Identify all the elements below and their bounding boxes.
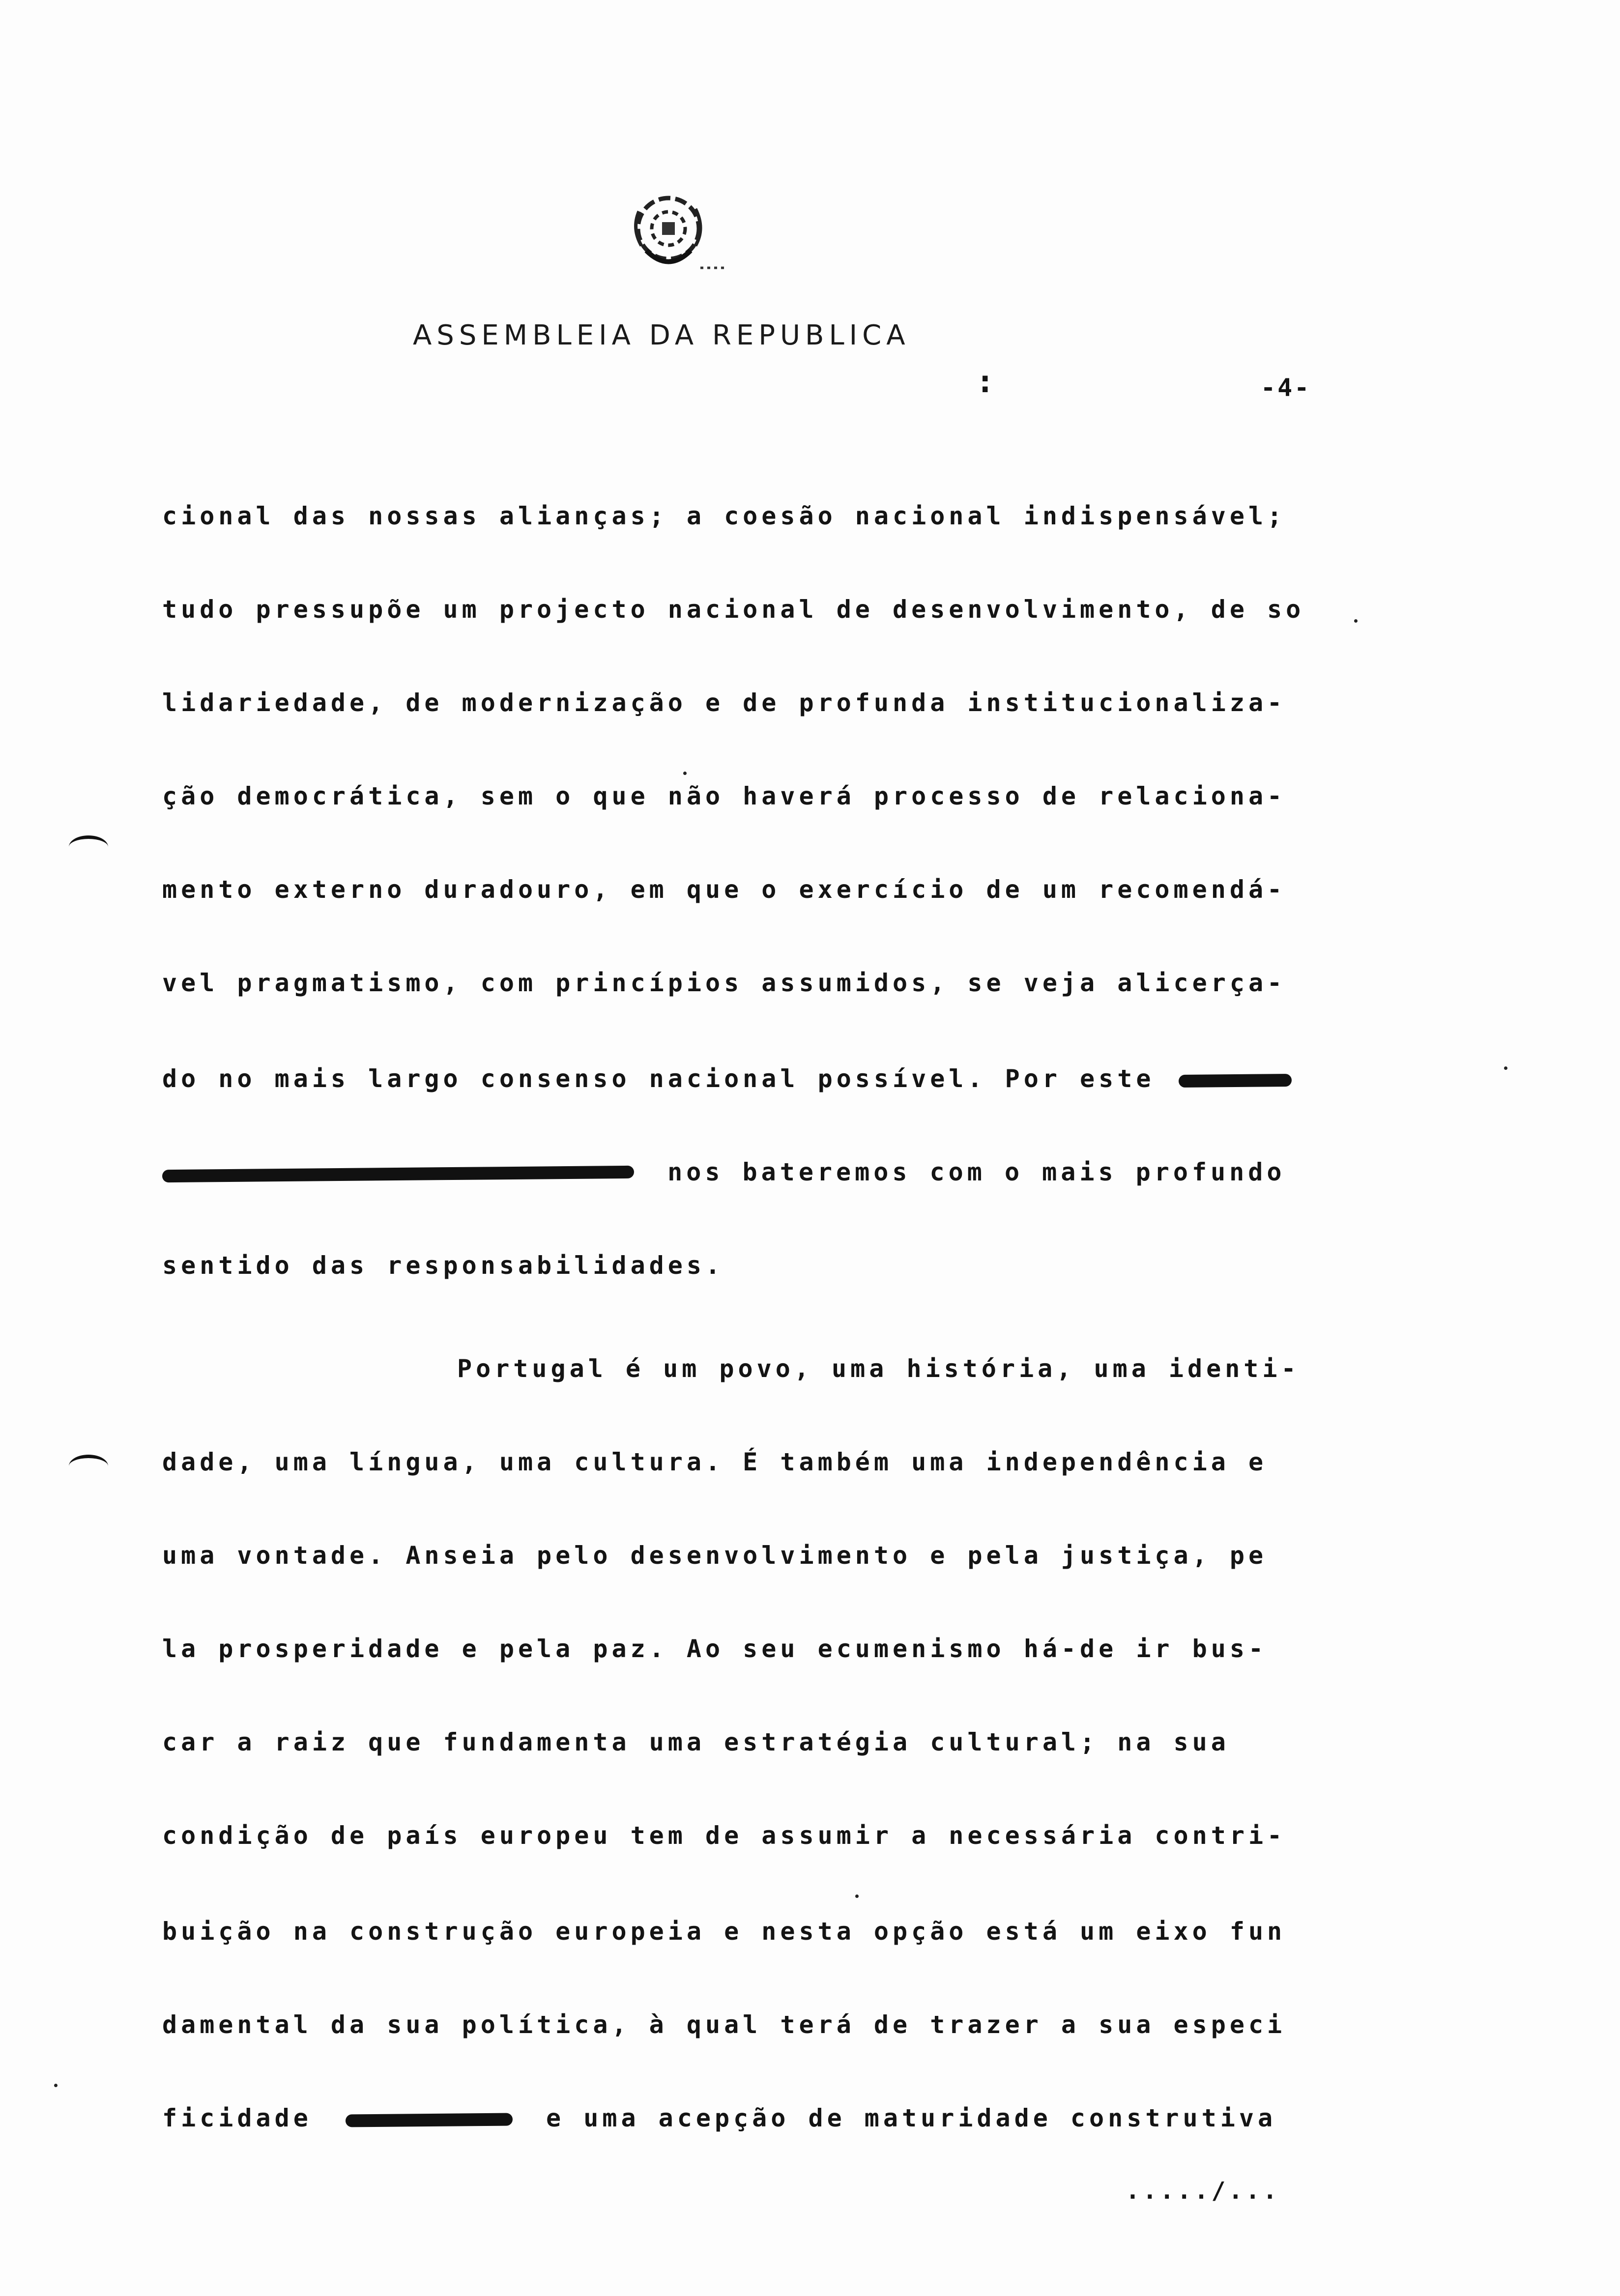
redaction-mark	[1178, 1073, 1291, 1087]
body-line-14: car a raiz que fundamenta uma estratégia cultural; na sua	[162, 1728, 1230, 1756]
body-line-16: buição na construção europeia e nesta opção está um eixo fun	[162, 1917, 1286, 1946]
body-line-2: tudo pressupõe um projecto nacional de desenvolvimento, de so	[162, 595, 1305, 624]
continuation-marker: ...../...	[1126, 2177, 1280, 2205]
page-number: -4-	[1261, 373, 1311, 402]
scan-speck	[1504, 1066, 1507, 1070]
scan-speck	[855, 1894, 859, 1898]
coat-of-arms-emblem	[617, 182, 730, 295]
body-line-12: uma vontade. Anseia pelo desenvolvimento e pela justiça, pe	[162, 1541, 1268, 1570]
body-line-15: condição de país europeu tem de assumir a necessária contri-	[162, 1821, 1286, 1850]
redaction-mark	[162, 1165, 634, 1182]
margin-mark	[69, 835, 108, 859]
body-line-6: vel pragmatismo, com princípios assumidos, se veja alicerça-	[162, 969, 1286, 997]
body-line-10: Portugal é um povo, uma história, uma identi-	[457, 1354, 1300, 1383]
body-line-8	[162, 1157, 1286, 1187]
scan-speck	[683, 772, 687, 775]
body-line-8-text: nos bateremos com o mais profundo	[667, 1158, 1286, 1186]
page-colon-mark: :	[976, 364, 995, 400]
margin-mark	[69, 1455, 108, 1478]
body-line-9: sentido das responsabilidades.	[162, 1251, 724, 1280]
body-line-17: damental da sua política, à qual terá de trazer a sua especi	[162, 2010, 1286, 2039]
redaction-mark	[346, 2113, 513, 2127]
body-line-4: ção democrática, sem o que não haverá processo de relaciona-	[162, 782, 1286, 810]
body-line-7	[162, 1064, 1292, 1093]
body-line-18-tail: e uma acepção de maturidade construtiva	[546, 2104, 1277, 2132]
scan-speck	[1354, 619, 1358, 623]
body-line-5: mento externo duradouro, em que o exercício de um recomendá-	[162, 875, 1286, 904]
header-title: ASSEMBLEIA DA REPUBLICA	[413, 319, 910, 351]
scan-speck	[54, 2084, 58, 2087]
body-line-1: cional das nossas alianças; a coesão nacional indispensável;	[162, 502, 1286, 530]
body-line-13: la prosperidade e pela paz. Ao seu ecumenismo há-de ir bus-	[162, 1635, 1268, 1663]
body-line-18	[162, 2103, 1276, 2133]
body-line-18-text: ficidade	[162, 2104, 312, 2132]
body-line-3: lidariedade, de modernização e de profunda institucionaliza-	[162, 689, 1286, 717]
body-line-11: dade, uma língua, uma cultura. É também uma independência e	[162, 1448, 1268, 1476]
body-line-7-text: do no mais largo consenso nacional possível. Por este	[162, 1064, 1155, 1093]
